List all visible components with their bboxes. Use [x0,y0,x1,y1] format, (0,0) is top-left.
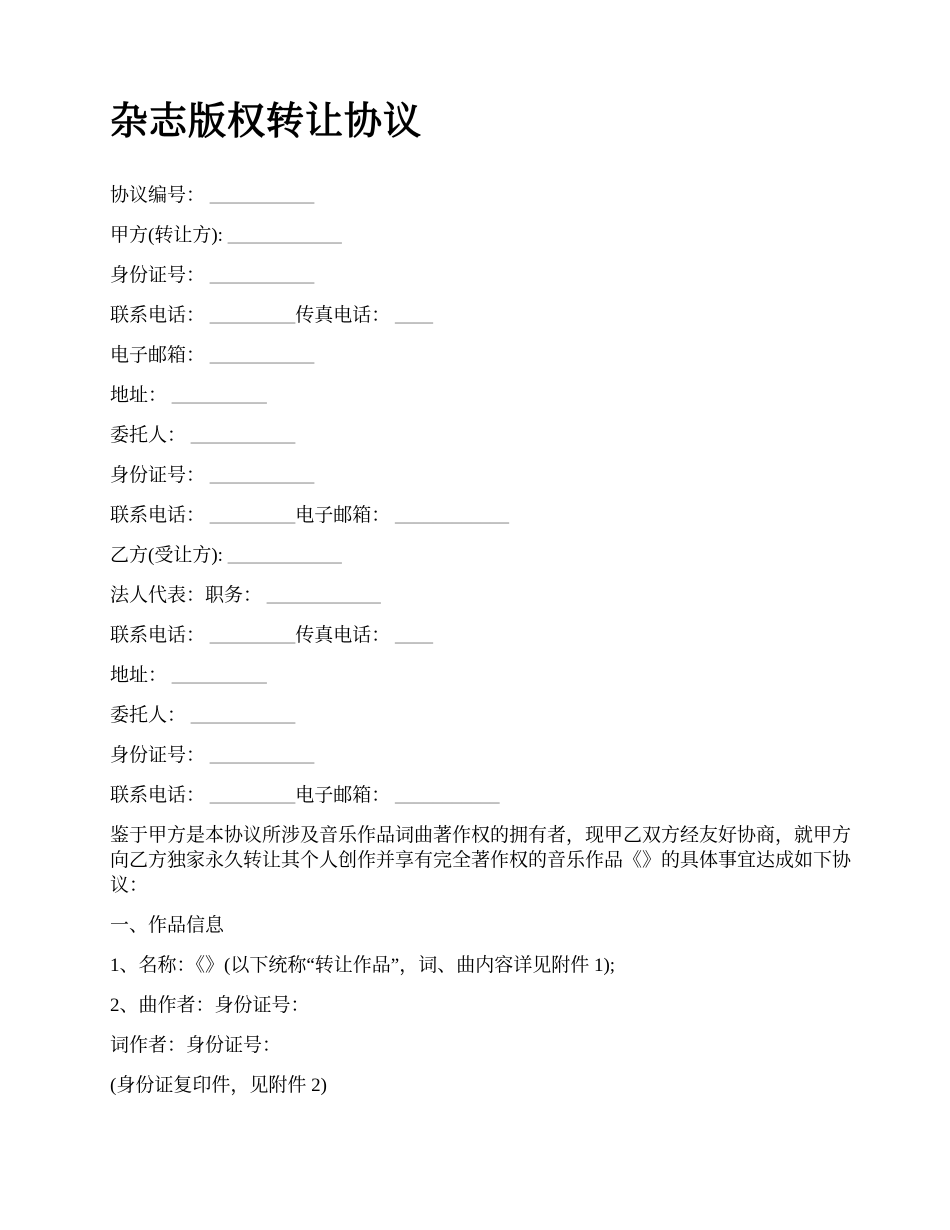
party-b-rep-title-line-blank: ____________ [266,584,381,606]
party-b-rep-title-line [110,583,855,608]
party-a-email-line [110,343,855,368]
party-b-address-line-blank: __________ [171,664,267,686]
party-b-phone-fax-line [110,623,855,648]
party-a-agent-phone-email-line-blank: ____________ [395,504,510,526]
party-a-line [110,223,855,248]
recitals-paragraph [110,823,852,898]
party-a-agent-line-blank: ___________ [190,424,296,446]
party-b-phone-fax-line-label: 联系电话： [110,624,210,646]
party-a-agent-id-line-blank: ___________ [209,464,315,486]
work-name-line-label: 1、名称：《》(以下统称“转让作品”，词、曲内容详见附件 1); [110,954,616,976]
party-b-line-label: 乙方(受让方): [110,544,228,566]
party-a-id-line [110,263,855,288]
party-b-agent-id-line-blank: ___________ [209,744,315,766]
party-a-phone-fax-line-label: 传真电话： [295,304,396,326]
party-a-line-blank: ____________ [227,224,342,246]
party-b-agent-line-label: 委托人： [110,704,191,726]
party-a-email-line-label: 电子邮箱： [110,344,210,366]
party-a-address-line-label: 地址： [110,384,172,406]
document-body [110,183,855,1098]
recitals-paragraph-label: 鉴于甲方是本协议所涉及音乐作品词曲著作权的拥有者，现甲乙双方经友好协商，就甲方向乙方独家永久转让其个人创作并享有完全著作权的音乐作品《》的具体事宜达成如下协议： [110,824,852,896]
party-a-agent-id-line-label: 身份证号： [110,464,210,486]
lyricist-line [110,1033,852,1058]
party-a-id-line-label: 身份证号： [110,264,210,286]
party-a-agent-id-line [110,463,855,488]
party-a-agent-line [110,423,855,448]
party-b-agent-phone-email-line [110,783,855,808]
party-b-agent-phone-email-line-label: 电子邮箱： [295,784,396,806]
party-b-phone-fax-line-blank: ____ [395,624,434,646]
party-a-agent-phone-email-line-label: 电子邮箱： [295,504,396,526]
party-b-line-blank: ____________ [227,544,342,566]
party-b-agent-line-blank: ___________ [190,704,296,726]
party-a-agent-phone-email-line-label: 联系电话： [110,504,210,526]
composer-line [110,993,852,1018]
party-b-phone-fax-line-blank: _________ [209,624,296,646]
party-a-phone-fax-line-label: 联系电话： [110,304,210,326]
party-a-address-line-blank: __________ [171,384,267,406]
party-b-rep-title-line-label: 法人代表：职务： [110,584,267,606]
work-name-line [110,953,852,978]
party-b-address-line [110,663,855,688]
party-a-phone-fax-line [110,303,855,328]
agreement-number-line-blank: ___________ [209,184,315,206]
party-b-agent-phone-email-line-blank: ___________ [395,784,500,806]
party-b-agent-phone-email-line-label: 联系电话： [110,784,210,806]
party-b-agent-id-line-label: 身份证号： [110,744,210,766]
party-a-line-label: 甲方(转让方): [110,224,228,246]
party-a-agent-phone-email-line-blank: _________ [209,504,296,526]
composer-line-label: 2、曲作者：身份证号： [110,994,310,1016]
id-copy-note-line-label: (身份证复印件，见附件 2) [110,1074,327,1096]
party-b-phone-fax-line-label: 传真电话： [295,624,396,646]
party-a-id-line-blank: ___________ [209,264,315,286]
party-b-line [110,543,855,568]
document-title: 杂志版权转让协议 [110,101,423,143]
section-1-heading [110,913,852,938]
party-b-agent-phone-email-line-blank: _________ [209,784,296,806]
party-a-phone-fax-line-blank: ____ [395,304,434,326]
party-a-phone-fax-line-blank: _________ [209,304,296,326]
agreement-number-line-label: 协议编号： [110,184,210,206]
party-b-agent-line [110,703,855,728]
section-1-heading-label: 一、作品信息 [110,914,225,936]
party-a-address-line [110,383,855,408]
id-copy-note-line [110,1073,852,1098]
lyricist-line-label: 词作者：身份证号： [110,1034,282,1056]
party-a-agent-line-label: 委托人： [110,424,191,446]
party-a-email-line-blank: ___________ [209,344,315,366]
agreement-number-line [110,183,855,208]
party-b-address-line-label: 地址： [110,664,172,686]
party-a-agent-phone-email-line [110,503,855,528]
party-b-agent-id-line [110,743,855,768]
